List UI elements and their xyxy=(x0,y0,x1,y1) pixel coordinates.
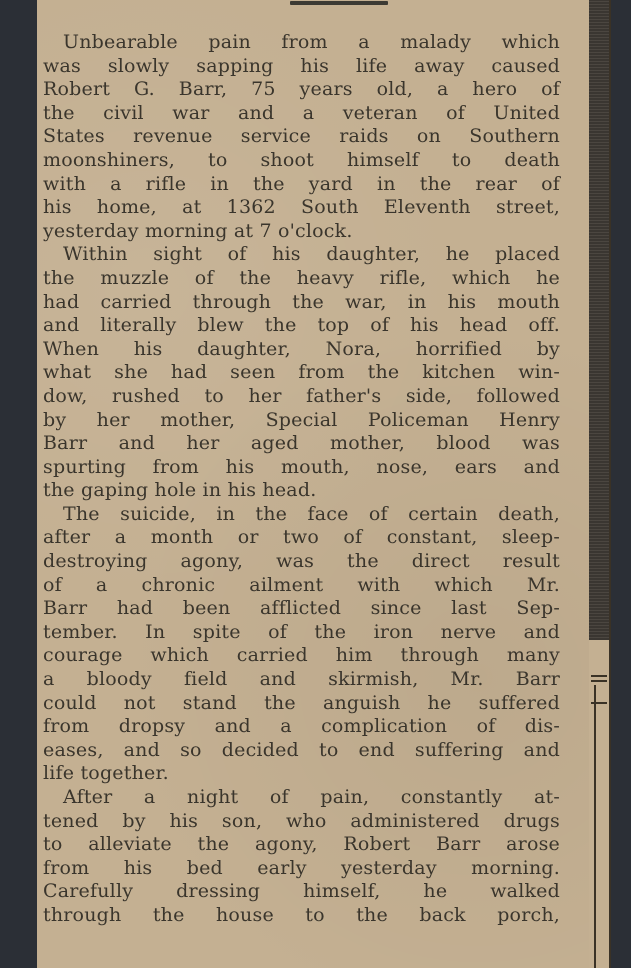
text-line: by her mother, Special Policeman Henry xyxy=(43,408,560,431)
adjacent-column-fragment xyxy=(589,640,609,968)
text-line: Robert G. Barr, 75 years old, a hero of xyxy=(43,78,560,101)
text-line: Barr and her aged mother, blood was xyxy=(43,432,560,455)
paragraph xyxy=(43,786,560,928)
text-line: States revenue service raids on Southern xyxy=(43,125,560,148)
text-line: tember. In spite of the iron nerve and xyxy=(43,620,560,643)
rule-mark xyxy=(591,675,607,677)
text-line: from his bed early yesterday morning. xyxy=(43,856,560,879)
text-line: what she had seen from the kitchen win- xyxy=(43,361,560,384)
text-line: Within sight of his daughter, he placed xyxy=(63,243,560,266)
text-line: spurting from his mouth, nose, ears and xyxy=(43,455,560,478)
text-line: courage which carried him through many xyxy=(43,644,560,667)
rule-mark xyxy=(591,680,607,682)
text-line: Carefully dressing himself, he walked xyxy=(43,880,560,903)
text-line: had carried through the war, in his mouth xyxy=(43,290,560,313)
text-line: of a chronic ailment with which Mr. xyxy=(43,573,560,596)
text-line: life together. xyxy=(43,762,169,785)
text-line: could not stand the anguish he suffered xyxy=(43,691,560,714)
column-rule xyxy=(609,0,611,968)
text-line: with a rifle in the yard in the rear of xyxy=(43,172,560,195)
text-line: through the house to the back porch, xyxy=(43,903,560,926)
text-line: the civil war and a veteran of United xyxy=(43,101,560,124)
paragraph xyxy=(43,503,560,786)
text-line: Barr had been afflicted since last Sep- xyxy=(43,597,560,620)
text-line: yesterday morning at 7 o'clock. xyxy=(43,219,353,242)
text-line: after a month or two of constant, sleep- xyxy=(43,526,560,549)
text-line: After a night of pain, constantly at- xyxy=(63,786,560,808)
text-line: When his daughter, Nora, horrified by xyxy=(43,337,560,360)
text-line: the gaping hole in his head. xyxy=(43,479,317,502)
text-line: the muzzle of the heavy rifle, which he xyxy=(43,266,560,289)
paragraph xyxy=(43,243,560,503)
text-line: moonshiners, to shoot himself to death xyxy=(43,148,560,171)
text-line: destroying agony, was the direct result xyxy=(43,550,560,573)
text-line: his home, at 1362 South Eleventh street, xyxy=(43,196,560,219)
text-line: tened by his son, who administered drugs xyxy=(43,809,560,832)
headline-divider-rule xyxy=(290,1,388,5)
text-line: from dropsy and a complication of dis- xyxy=(43,715,560,738)
column-rule xyxy=(594,685,596,968)
article-body xyxy=(43,31,560,928)
text-line: dow, rushed to her father's side, followed xyxy=(43,384,560,407)
text-line: a bloody field and skirmish, Mr. Barr xyxy=(43,668,560,691)
text-line: to alleviate the agony, Robert Barr arose xyxy=(43,833,560,856)
text-line: Unbearable pain from a malady which xyxy=(63,31,560,53)
text-line: The suicide, in the face of certain death, xyxy=(63,502,560,525)
text-line: was slowly sapping his life away caused xyxy=(43,54,560,77)
text-line: eases, and so decided to end suffering and xyxy=(43,738,560,761)
paragraph xyxy=(43,31,560,243)
text-line: and literally blew the top of his head off. xyxy=(43,314,560,337)
